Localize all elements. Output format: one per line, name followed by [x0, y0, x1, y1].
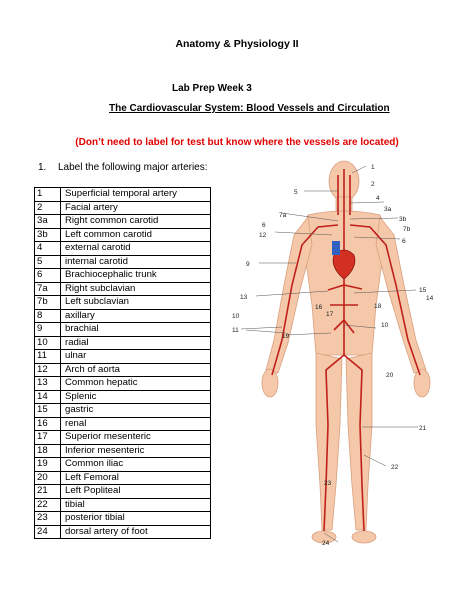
fig-label-2: 2 [371, 181, 375, 188]
artery-number: 21 [35, 485, 61, 499]
fig-label-20: 20 [386, 372, 394, 379]
artery-row [35, 188, 211, 202]
fig-label-5: 5 [294, 189, 298, 196]
artery-row [35, 404, 211, 418]
artery-name: dorsal artery of foot [61, 525, 211, 539]
artery-number: 1 [35, 188, 61, 202]
fig-label-22: 22 [391, 464, 399, 471]
fig-label-6b: 6 [402, 238, 406, 245]
artery-number: 17 [35, 431, 61, 445]
artery-row [35, 498, 211, 512]
artery-name: ulnar [61, 350, 211, 364]
fig-label-9: 9 [246, 261, 250, 268]
artery-name: Inferior mesenteric [61, 444, 211, 458]
artery-row [35, 444, 211, 458]
artery-name: Left subclavian [61, 296, 211, 310]
artery-name: renal [61, 417, 211, 431]
artery-row [35, 309, 211, 323]
artery-number: 20 [35, 471, 61, 485]
artery-name: radial [61, 336, 211, 350]
artery-number: 19 [35, 458, 61, 472]
artery-row [35, 255, 211, 269]
artery-name: Arch of aorta [61, 363, 211, 377]
artery-row [35, 201, 211, 215]
artery-number: 18 [35, 444, 61, 458]
artery-number: 22 [35, 498, 61, 512]
artery-row [35, 269, 211, 283]
artery-name: external carotid [61, 242, 211, 256]
fig-label-17: 17 [326, 311, 334, 318]
fig-label-12: 12 [259, 232, 267, 239]
question-number: 1. [38, 162, 47, 173]
artery-number: 13 [35, 377, 61, 391]
artery-name: tibial [61, 498, 211, 512]
artery-name: posterior tibial [61, 512, 211, 526]
artery-name: Common hepatic [61, 377, 211, 391]
artery-name: Splenic [61, 390, 211, 404]
fig-label-13: 13 [240, 294, 248, 301]
artery-number: 14 [35, 390, 61, 404]
artery-row [35, 323, 211, 337]
artery-number: 23 [35, 512, 61, 526]
artery-row [35, 363, 211, 377]
topic-heading: The Cardiovascular System: Blood Vessels and Circulation [109, 103, 390, 114]
artery-name: Brachiocephalic trunk [61, 269, 211, 283]
artery-name: axillary [61, 309, 211, 323]
artery-name: brachial [61, 323, 211, 337]
fig-label-10b: 10 [381, 322, 389, 329]
artery-name: Left common carotid [61, 228, 211, 242]
question-text: Label the following major arteries: [58, 162, 208, 173]
artery-number: 12 [35, 363, 61, 377]
fig-label-23: 23 [324, 480, 332, 487]
artery-row [35, 282, 211, 296]
artery-number: 24 [35, 525, 61, 539]
artery-name: Facial artery [61, 201, 211, 215]
fig-label-7b: 7b [403, 226, 411, 233]
artery-number: 15 [35, 404, 61, 418]
artery-row [35, 431, 211, 445]
artery-name: Common iliac [61, 458, 211, 472]
artery-name: Right subclavian [61, 282, 211, 296]
lab-title: Lab Prep Week 3 [172, 83, 252, 94]
artery-row [35, 242, 211, 256]
fig-label-3b: 3b [399, 216, 407, 223]
fig-label-11: 11 [232, 327, 239, 334]
artery-row [35, 336, 211, 350]
fig-label-10a: 10 [232, 313, 240, 320]
artery-number: 7b [35, 296, 61, 310]
fig-label-1: 1 [371, 164, 375, 171]
artery-row [35, 215, 211, 229]
fig-label-18: 18 [374, 303, 382, 310]
artery-name: internal carotid [61, 255, 211, 269]
artery-row [35, 525, 211, 539]
artery-row [35, 228, 211, 242]
note-text: (Don’t need to label for test but know where the vessels are located) [75, 137, 399, 148]
artery-number: 9 [35, 323, 61, 337]
fig-label-24: 24 [322, 540, 330, 547]
fig-label-21: 21 [419, 425, 427, 432]
course-title: Anatomy & Physiology II [175, 38, 299, 50]
artery-row [35, 350, 211, 364]
artery-name: gastric [61, 404, 211, 418]
fig-label-16: 16 [315, 304, 323, 311]
artery-row [35, 512, 211, 526]
artery-number: 7a [35, 282, 61, 296]
fig-label-15: 15 [419, 287, 427, 294]
artery-number: 11 [35, 350, 61, 364]
question-1 [38, 162, 208, 173]
fig-label-7a: 7a [279, 212, 287, 219]
circulatory-system-figure [226, 155, 466, 555]
fig-label-3a: 3a [384, 206, 392, 213]
artery-name: Left Femoral [61, 471, 211, 485]
artery-name: Superior mesenteric [61, 431, 211, 445]
artery-number: 3b [35, 228, 61, 242]
fig-label-4: 4 [376, 195, 380, 202]
artery-number: 10 [35, 336, 61, 350]
artery-number: 3a [35, 215, 61, 229]
arteries-table [34, 187, 211, 539]
artery-number: 4 [35, 242, 61, 256]
fig-label-19: 19 [282, 333, 290, 340]
artery-name: Left Popliteal [61, 485, 211, 499]
artery-number: 5 [35, 255, 61, 269]
artery-number: 8 [35, 309, 61, 323]
artery-name: Superficial temporal artery [61, 188, 211, 202]
artery-row [35, 390, 211, 404]
artery-row [35, 471, 211, 485]
fig-label-6a: 6 [262, 222, 266, 229]
artery-number: 6 [35, 269, 61, 283]
artery-row [35, 485, 211, 499]
artery-row [35, 458, 211, 472]
artery-row [35, 417, 211, 431]
fig-label-14: 14 [426, 295, 434, 302]
artery-row [35, 296, 211, 310]
artery-row [35, 377, 211, 391]
artery-number: 2 [35, 201, 61, 215]
artery-number: 16 [35, 417, 61, 431]
artery-name: Right common carotid [61, 215, 211, 229]
